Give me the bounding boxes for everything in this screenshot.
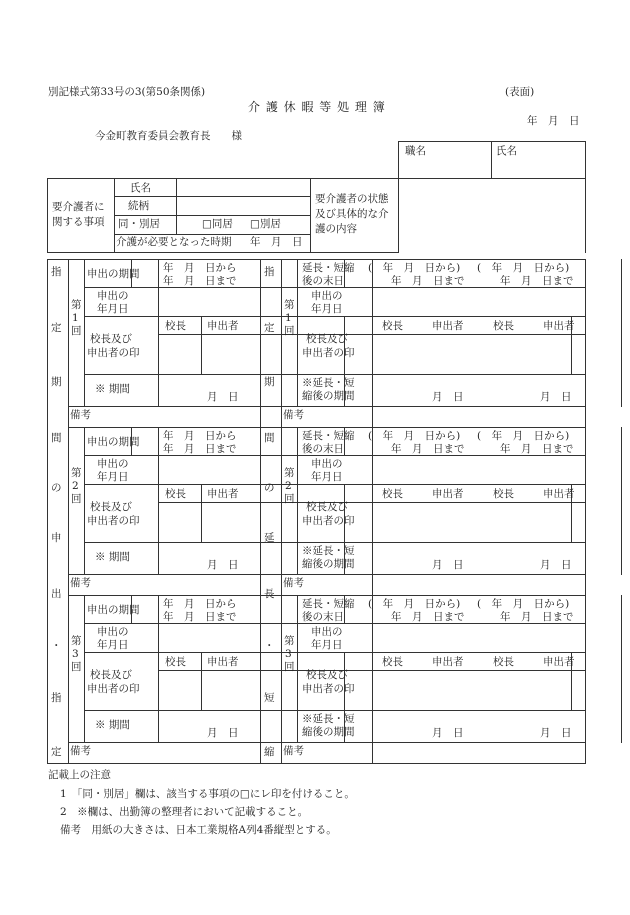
apply-period-from: 年 月 日から: [163, 262, 237, 274]
apply-date-label: 申出の: [97, 458, 129, 470]
applicant-label: 申出者: [207, 320, 239, 332]
round-label: 2: [72, 480, 79, 492]
apply-date-label: 申出の: [97, 626, 129, 638]
right-title-char: 指: [264, 266, 275, 278]
extend-label: 延長・短縮: [302, 262, 355, 274]
grid-line: [201, 484, 202, 543]
grid-line: [297, 652, 586, 653]
apply-date-label: 年月日: [97, 639, 129, 651]
apply-period-label: 申出の期間: [87, 604, 140, 616]
apply-date-label: 申出の: [311, 626, 343, 638]
grid-line: [84, 427, 85, 575]
col-b-to: 年 月 日まで: [500, 611, 574, 623]
note-item-1: 1 「同・別居」欄は、該当する事項の□にレ印を付けること。: [60, 788, 355, 800]
grid-line: [114, 215, 311, 216]
remarks-label: 備考: [70, 409, 91, 421]
apply-date-label: 年月日: [311, 303, 343, 315]
apply-date-label: 申出の: [311, 290, 343, 302]
right-title-char: 長: [264, 588, 275, 600]
right-title-char: 短: [264, 692, 275, 704]
grid-line: [158, 427, 159, 543]
seal-label: 申出者の印: [302, 347, 355, 359]
after-label: ※延長・短: [302, 713, 355, 725]
col-a-from: ( 年 月 日から): [368, 598, 461, 610]
grid-line: [398, 178, 586, 179]
remarks-label: 備考: [70, 577, 91, 589]
after-label: 縮後の期間: [302, 390, 355, 402]
col-b-from: ( 年 月 日から): [477, 430, 570, 442]
grid-line: [621, 259, 622, 407]
form-date: 年 月 日: [527, 115, 580, 127]
extend-label: 延長・短縮: [302, 430, 355, 442]
principal-label: 校長: [382, 488, 403, 500]
round-label: 第: [71, 635, 82, 647]
grid-line: [47, 178, 399, 179]
left-title-char: ・: [51, 640, 62, 652]
seal-label: 申出者の印: [87, 515, 140, 527]
apply-period-to: 年 月 日まで: [163, 275, 237, 287]
care-section-label-2: 関する事項: [52, 216, 105, 228]
apply-period-from: 年 月 日から: [163, 598, 237, 610]
period-value: 月 日: [207, 727, 239, 739]
notes-remark: 備考 用紙の大きさは、日本工業規格A列4番縦型とする。: [60, 824, 337, 836]
care-section-label-1: 要介護者に: [52, 201, 105, 213]
grid-line: [158, 259, 159, 375]
grid-line: [398, 141, 586, 142]
principal-label: 校長: [165, 320, 186, 332]
remarks-label: 備考: [283, 745, 304, 757]
side-label: (表面): [505, 86, 535, 98]
round-label: 第: [284, 467, 295, 479]
applicant-label: 申出者: [432, 320, 464, 332]
grid-line: [585, 141, 586, 253]
col-a-to: 年 月 日まで: [391, 275, 465, 287]
state-label-2: 及び具体的な介: [315, 208, 389, 220]
extend-label: 後の末日: [302, 611, 344, 623]
seal-label: 校長及び: [90, 501, 132, 513]
form-number: 別記様式第33号の3(第50条関係): [48, 86, 206, 98]
principal-label: 校長: [493, 320, 514, 332]
right-title-char: 縮: [264, 746, 275, 758]
grid-line: [621, 427, 622, 575]
left-title-char: 申: [51, 532, 62, 544]
round-label: 回: [71, 661, 82, 673]
grid-line: [297, 316, 586, 317]
principal-label: 校長: [165, 656, 186, 668]
right-title-char: 定: [264, 322, 275, 334]
grid-line: [260, 259, 586, 260]
seal-label: 申出者の印: [302, 515, 355, 527]
state-label-3: 護の内容: [315, 223, 357, 235]
principal-label: 校長: [382, 656, 403, 668]
round-label: 3: [285, 648, 292, 660]
grid-line: [398, 141, 399, 253]
notes-heading: 記載上の注意: [48, 769, 111, 781]
applicant-label: 申出者: [207, 656, 239, 668]
grid-line: [281, 259, 282, 764]
cohabit-label: 同・別居: [118, 218, 160, 230]
grid-line: [260, 259, 261, 764]
right-title-char: 間: [264, 432, 275, 444]
col-b-to: 年 月 日まで: [500, 443, 574, 455]
left-title-char: 間: [51, 432, 62, 444]
round-label: 3: [72, 648, 79, 660]
after-value: 月 日: [432, 727, 464, 739]
round-label: 第: [284, 635, 295, 647]
applicant-label: 申出者: [432, 488, 464, 500]
round-label: 1: [72, 312, 79, 324]
grid-line: [297, 427, 298, 575]
principal-label: 校長: [493, 488, 514, 500]
grid-line: [281, 427, 586, 428]
period-label: ※ 期間: [95, 383, 130, 395]
seal-label: 校長及び: [306, 501, 348, 513]
seal-label: 申出者の印: [87, 683, 140, 695]
seal-label: 校長及び: [306, 333, 348, 345]
grid-line: [176, 178, 177, 235]
grid-line: [297, 542, 586, 543]
period-value: 月 日: [207, 391, 239, 403]
grid-line: [260, 763, 586, 764]
grid-line: [621, 595, 622, 743]
grid-line: [344, 670, 586, 671]
after-label: 縮後の期間: [302, 558, 355, 570]
grid-line: [84, 259, 85, 407]
after-value: 月 日: [540, 391, 572, 403]
round-label: 回: [284, 661, 295, 673]
applicant-label: 申出者: [543, 656, 575, 668]
apply-period-to: 年 月 日まで: [163, 443, 237, 455]
recipient-name-label: 氏名: [130, 182, 151, 194]
grid-line: [281, 595, 586, 596]
grid-line: [281, 574, 586, 575]
extend-label: 延長・短縮: [302, 598, 355, 610]
after-label: ※延長・短: [302, 377, 355, 389]
round-label: 回: [71, 493, 82, 505]
apply-date-label: 年月日: [97, 471, 129, 483]
note-item-2: 2 ※欄は、出勤簿の整理者において記載すること。: [60, 806, 309, 818]
round-label: 第: [71, 467, 82, 479]
remarks-label: 備考: [70, 745, 91, 757]
period-value: 月 日: [207, 559, 239, 571]
principal-label: 校長: [493, 656, 514, 668]
need-date-value: 年 月 日: [250, 236, 303, 248]
left-title-char: 定: [51, 322, 62, 334]
extend-label: 後の末日: [302, 443, 344, 455]
grid-line: [47, 259, 48, 764]
right-title-char: 延: [264, 532, 275, 544]
left-title-char: 出: [51, 588, 62, 600]
need-date-label: 介護が必要となった時期: [116, 236, 232, 248]
relation-label: 続柄: [128, 200, 149, 212]
grid-line: [297, 374, 586, 375]
apply-period-from: 年 月 日から: [163, 430, 237, 442]
applicant-label: 申出者: [432, 656, 464, 668]
grid-line: [281, 742, 586, 743]
grid-line: [158, 374, 159, 407]
apply-date-label: 年月日: [311, 471, 343, 483]
principal-label: 校長: [165, 488, 186, 500]
grid-line: [158, 542, 159, 575]
left-title-char: 期: [51, 376, 62, 388]
seal-label: 校長及び: [90, 333, 132, 345]
remarks-label: 備考: [283, 409, 304, 421]
round-label: 2: [285, 480, 292, 492]
grid-line: [491, 141, 492, 179]
after-label: ※延長・短: [302, 545, 355, 557]
extend-label: 後の末日: [302, 275, 344, 287]
round-label: 回: [71, 325, 82, 337]
grid-line: [297, 484, 586, 485]
grid-line: [68, 259, 69, 764]
apply-period-label: 申出の期間: [87, 436, 140, 448]
grid-line: [114, 196, 311, 197]
period-label: ※ 期間: [95, 551, 130, 563]
grid-line: [297, 259, 298, 407]
col-b-from: ( 年 月 日から): [477, 598, 570, 610]
right-title-char: 期: [264, 376, 275, 388]
after-value: 月 日: [432, 391, 464, 403]
left-title-char: 定: [51, 746, 62, 758]
grid-line: [344, 502, 586, 503]
apply-period-label: 申出の期間: [87, 268, 140, 280]
after-value: 月 日: [432, 559, 464, 571]
apply-date-label: 申出の: [97, 290, 129, 302]
applicant-label: 申出者: [543, 320, 575, 332]
separate-option[interactable]: □別居: [250, 218, 281, 230]
round-label: 第: [284, 299, 295, 311]
round-label: 回: [284, 493, 295, 505]
grid-line: [297, 595, 298, 743]
left-title-char: 指: [51, 266, 62, 278]
remarks-label: 備考: [283, 577, 304, 589]
col-b-to: 年 月 日まで: [500, 275, 574, 287]
grid-line: [297, 710, 586, 711]
apply-date-label: 年月日: [97, 303, 129, 315]
grid-line: [158, 710, 159, 743]
addressee: 今金町教育委員会教育長 様: [95, 130, 242, 142]
principal-label: 校長: [382, 320, 403, 332]
round-label: 第: [71, 299, 82, 311]
col-a-to: 年 月 日まで: [391, 611, 465, 623]
grid-line: [84, 595, 85, 743]
period-label: ※ 期間: [95, 719, 130, 731]
after-value: 月 日: [540, 727, 572, 739]
grid-line: [47, 178, 48, 253]
right-title-char: の: [264, 482, 275, 494]
apply-date-label: 申出の: [311, 458, 343, 470]
right-title-char: ・: [264, 640, 275, 652]
page-title: 介 護 休 暇 等 処 理 簿: [248, 100, 386, 114]
round-label: 回: [284, 325, 295, 337]
grid-line: [201, 316, 202, 375]
apply-date-label: 年月日: [311, 639, 343, 651]
seal-label: 校長及び: [90, 669, 132, 681]
col-a-from: ( 年 月 日から): [368, 430, 461, 442]
apply-period-to: 年 月 日まで: [163, 611, 237, 623]
applicant-label: 申出者: [543, 488, 575, 500]
col-a-to: 年 月 日まで: [391, 443, 465, 455]
seal-label: 校長及び: [306, 669, 348, 681]
after-value: 月 日: [540, 559, 572, 571]
col-b-from: ( 年 月 日から): [477, 262, 570, 274]
grid-line: [114, 234, 311, 235]
applicant-label: 申出者: [207, 488, 239, 500]
grid-line: [281, 406, 586, 407]
seal-label: 申出者の印: [302, 683, 355, 695]
after-label: 縮後の期間: [302, 726, 355, 738]
grid-line: [201, 652, 202, 711]
grid-line: [344, 334, 586, 335]
grid-line: [47, 252, 399, 253]
seal-label: 申出者の印: [87, 347, 140, 359]
name-label: 氏名: [496, 145, 517, 157]
post-label: 職名: [405, 145, 426, 157]
cohabit-option[interactable]: □同居: [202, 218, 233, 230]
grid-line: [158, 595, 159, 711]
col-a-from: ( 年 月 日から): [368, 262, 461, 274]
left-title-char: の: [51, 482, 62, 494]
round-label: 1: [285, 312, 292, 324]
state-label-1: 要介護者の状態: [315, 193, 389, 205]
left-title-char: 指: [51, 692, 62, 704]
